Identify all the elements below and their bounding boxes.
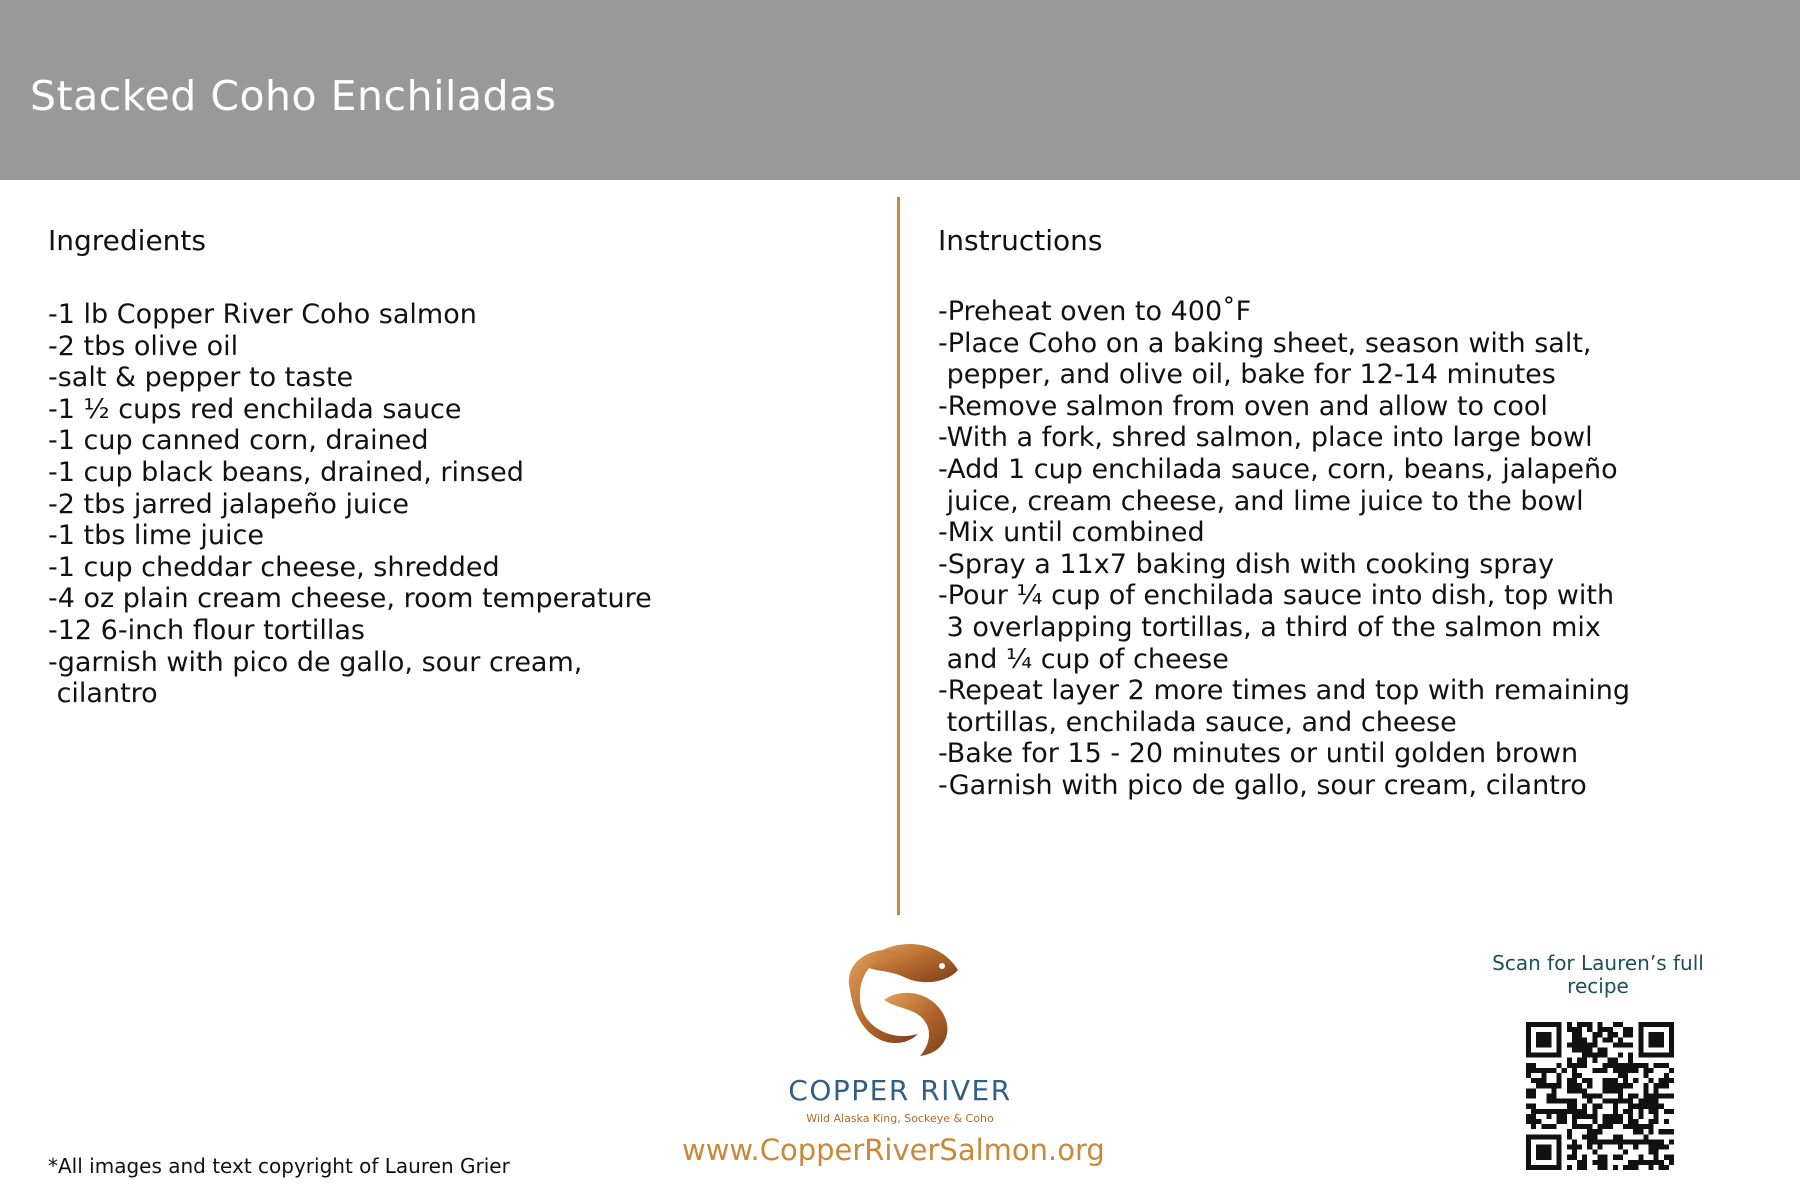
ingredient-line: -garnish with pico de gallo, sour cream, bbox=[48, 646, 583, 678]
ingredient-line: -1 tbs lime juice bbox=[48, 520, 264, 552]
instruction-line: -Repeat layer 2 more times and top with remaining bbox=[938, 675, 1631, 707]
ingredient-line: -salt & pepper to taste bbox=[48, 362, 354, 394]
ingredients-heading: Ingredients bbox=[48, 224, 206, 257]
instruction-line: -Add 1 cup enchilada sauce, corn, beans, jalapeño bbox=[938, 453, 1618, 485]
ingredient-line: cilantro bbox=[48, 678, 158, 710]
instruction-line: tortillas, enchilada sauce, and cheese bbox=[938, 706, 1457, 738]
recipe-title: Stacked Coho Enchiladas bbox=[30, 72, 557, 120]
ingredient-line: -1 lb Copper River Coho salmon bbox=[48, 299, 477, 330]
instructions-heading: Instructions bbox=[938, 224, 1103, 257]
website-link[interactable]: www.CopperRiverSalmon.org bbox=[682, 1133, 1105, 1167]
ingredient-line: -12 6-inch flour tortillas bbox=[48, 614, 365, 646]
qr-caption: Scan for Lauren’s full recipe bbox=[1492, 951, 1704, 998]
copyright-note: *All images and text copyright of Lauren Grier bbox=[48, 1154, 510, 1178]
qr-code-icon[interactable] bbox=[1526, 1022, 1674, 1170]
instruction-line: 3 overlapping tortillas, a third of the salmon mix bbox=[938, 611, 1601, 643]
instruction-line: -Pour ¼ cup of enchilada sauce into dish, top with bbox=[938, 580, 1615, 612]
ingredient-line: -1 cup cheddar cheese, shredded bbox=[48, 551, 500, 583]
instruction-line: -Preheat oven to 400˚F bbox=[938, 296, 1252, 327]
instruction-line: -Remove salmon from oven and allow to cool bbox=[938, 390, 1548, 422]
instruction-line: -Garnish with pico de gallo, sour cream, cilantro bbox=[938, 769, 1587, 801]
ingredient-line: -2 tbs jarred jalapeño juice bbox=[48, 488, 410, 520]
instruction-line: -Mix until combined bbox=[938, 517, 1205, 549]
ingredient-line: -1 cup canned corn, drained bbox=[48, 425, 429, 457]
ingredient-line: -1 ½ cups red enchilada sauce bbox=[48, 393, 462, 425]
instruction-line: pepper, and olive oil, bake for 12-14 minutes bbox=[938, 359, 1556, 391]
copper-river-logo bbox=[780, 930, 1020, 1130]
instructions-list bbox=[938, 296, 1630, 802]
instruction-line: -Spray a 11x7 baking dish with cooking spray bbox=[938, 548, 1555, 580]
instruction-line: -Bake for 15 - 20 minutes or until golden brown bbox=[938, 738, 1579, 770]
column-divider bbox=[897, 197, 900, 915]
header-bar bbox=[0, 0, 1800, 180]
instruction-line: -Place Coho on a baking sheet, season with salt, bbox=[938, 327, 1592, 359]
ingredient-line: -1 cup black beans, drained, rinsed bbox=[48, 456, 524, 488]
instruction-line: juice, cream cheese, and lime juice to the bowl bbox=[938, 485, 1584, 517]
ingredients-list bbox=[48, 299, 652, 710]
ingredient-line: -4 oz plain cream cheese, room temperature bbox=[48, 583, 652, 615]
brand-name: COPPER RIVER bbox=[788, 1074, 1012, 1107]
instruction-line: and ¼ cup of cheese bbox=[938, 643, 1229, 675]
fish-logo-icon bbox=[824, 930, 974, 1060]
brand-tagline: Wild Alaska King, Sockeye & Coho bbox=[806, 1112, 994, 1125]
instruction-line: -With a fork, shred salmon, place into large bowl bbox=[938, 422, 1593, 454]
ingredient-line: -2 tbs olive oil bbox=[48, 330, 239, 362]
